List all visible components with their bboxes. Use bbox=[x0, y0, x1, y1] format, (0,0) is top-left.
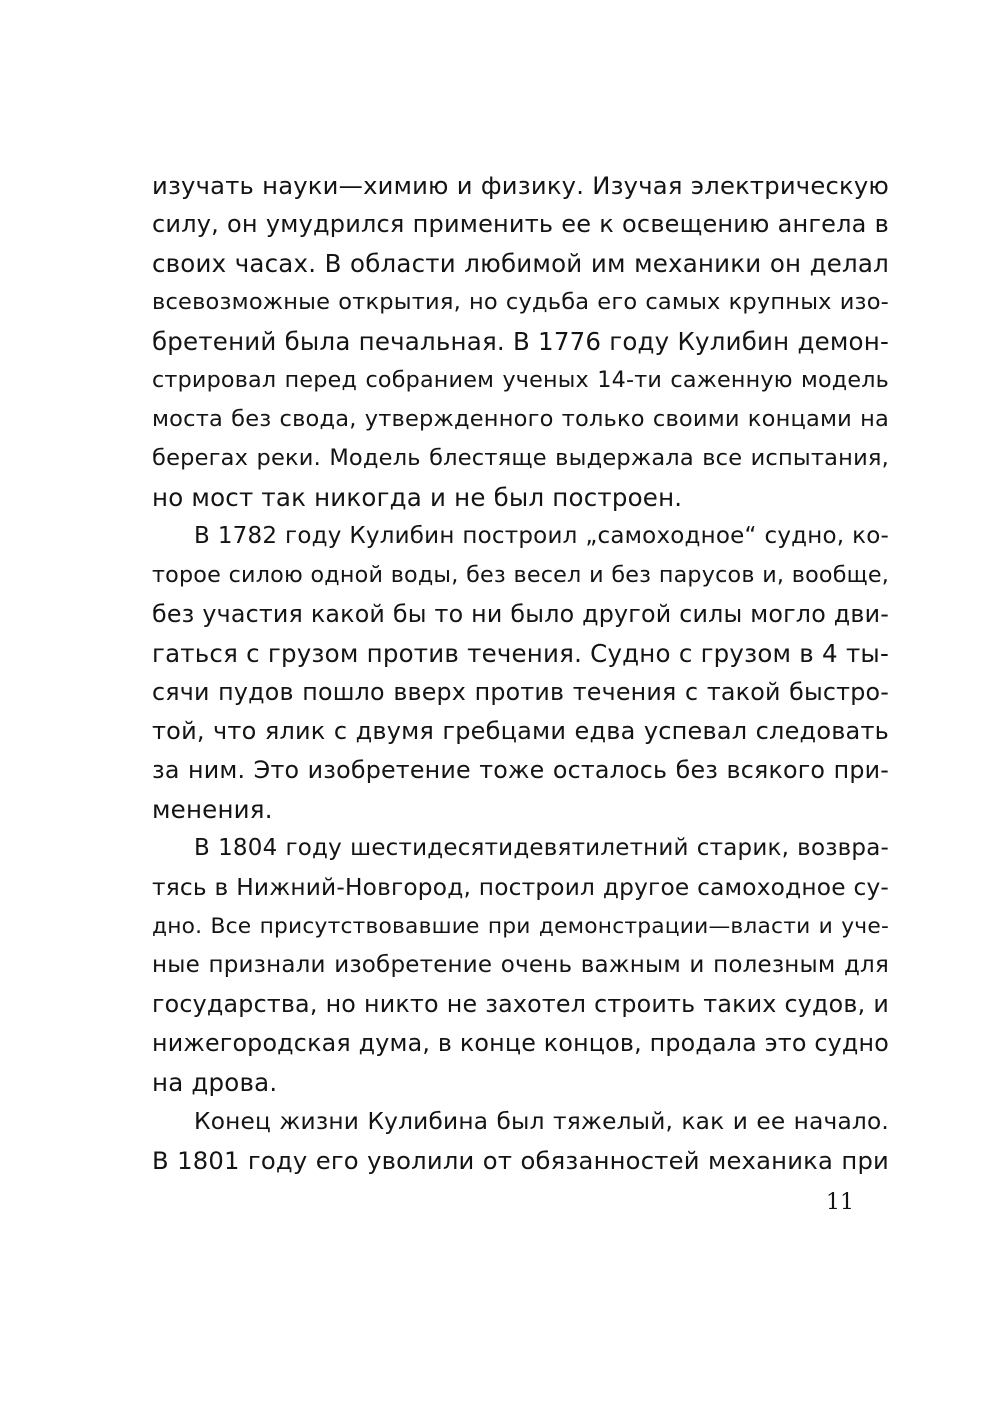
text-line: изучать науки—химию и физику. Изучая электрическую bbox=[152, 171, 889, 200]
text-line: Конец жизни Кулибина был тяжелый, как и ее начало. bbox=[194, 1108, 889, 1135]
text-line: но мост так никогда и не был построен. bbox=[152, 483, 683, 512]
text-line: государства, но никто не захотел строить таких судов, и bbox=[152, 990, 889, 1018]
text-line: В 1801 году его уволили от обязанностей механика при bbox=[152, 1146, 889, 1175]
text-line: ные признали изобретение очень важным и полезным для bbox=[152, 952, 889, 978]
text-line: гаться с грузом против течения. Судно с грузом в 4 ты- bbox=[152, 639, 889, 668]
text-line: менения. bbox=[152, 795, 273, 824]
text-line: той, что ялик с двумя гребцами едва успевал следовать bbox=[152, 717, 889, 745]
text-line: В 1804 году шестидесятидевятилетний старик, возвра- bbox=[194, 835, 889, 861]
text-line: силу, он умудрился применить ее к освещению ангела в bbox=[152, 210, 889, 238]
text-line: без участия какой бы то ни было другой силы могло дви- bbox=[152, 600, 889, 628]
text-line: торое силою одной воды, без весел и без парусов и, вообще, bbox=[152, 562, 889, 588]
text-line: всевозможные открытия, но судьба его самых крупных изо- bbox=[152, 289, 889, 315]
text-line: моста без свода, утвержденного только своими концами на bbox=[152, 406, 889, 432]
text-line: стрировал перед собранием ученых 14-ти саженную модель bbox=[152, 367, 889, 393]
text-line: дно. Все присутствовавшие при демонстрации—власти и уче- bbox=[152, 914, 889, 939]
body-text bbox=[152, 166, 889, 1180]
text-line: нижегородская дума, в конце концов, продала это судно bbox=[152, 1029, 889, 1057]
text-line: сячи пудов пошло вверх против течения с такой быстро- bbox=[152, 678, 889, 706]
text-line: берегах реки. Модель блестяще выдержала все испытания, bbox=[152, 445, 889, 471]
text-line: за ним. Это изобретение тоже осталось без всякого при- bbox=[152, 756, 889, 784]
text-line: тясь в Нижний-Новгород, построил другое самоходное су- bbox=[152, 874, 889, 901]
text-line: бретений была печальная. В 1776 году Кулибин демон- bbox=[152, 327, 889, 356]
text-line: на дрова. bbox=[152, 1068, 278, 1097]
page-number: 11 bbox=[826, 1190, 854, 1215]
text-line: В 1782 году Кулибин построил „самоходное“ судно, ко- bbox=[194, 523, 889, 549]
text-line: своих часах. В области любимой им механики он делал bbox=[152, 249, 889, 278]
